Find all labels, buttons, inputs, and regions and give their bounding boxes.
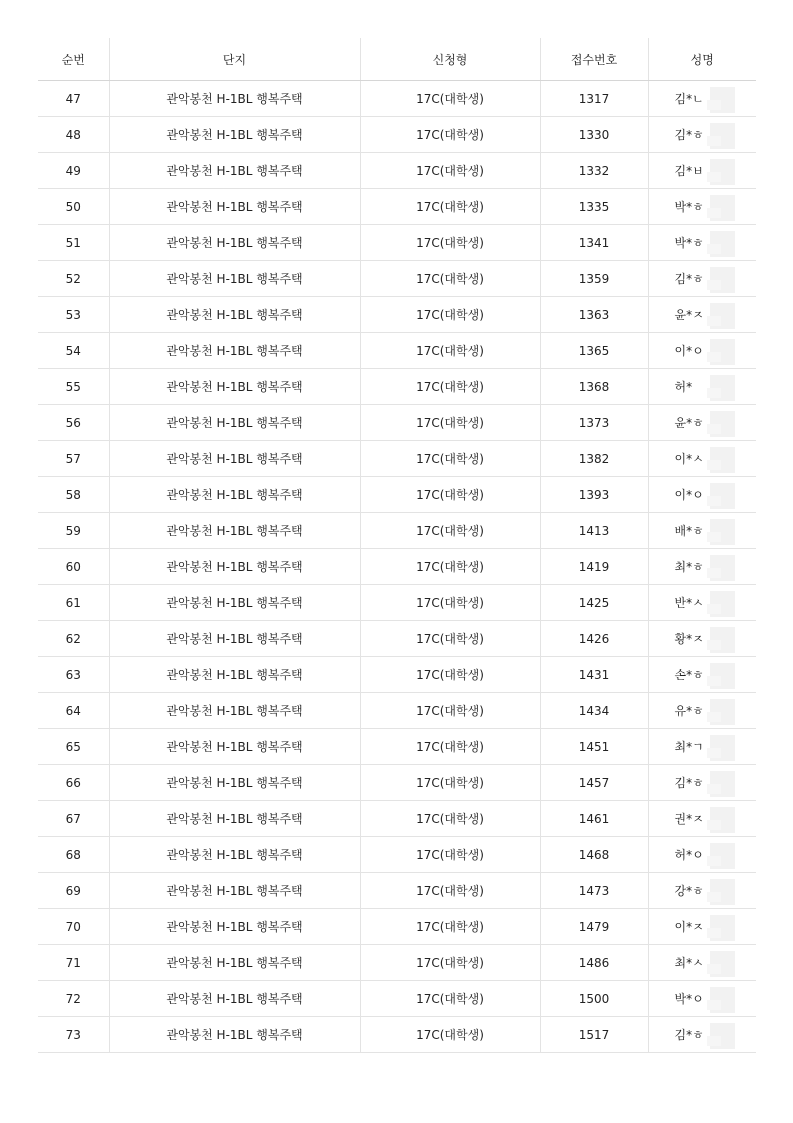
privacy-mosaic-shade: [707, 172, 721, 182]
cell-complex: 관악봉천 H-1BL 행복주택: [109, 873, 360, 909]
cell-no: 65: [38, 729, 109, 765]
table-row: [38, 297, 756, 333]
cell-type: 17C(대학생): [360, 549, 540, 585]
header-complex: 단지: [109, 38, 360, 81]
cell-type: 17C(대학생): [360, 225, 540, 261]
cell-no: 62: [38, 621, 109, 657]
name-text: 박*ㅇ: [674, 992, 704, 1006]
cell-name: [648, 693, 756, 729]
table-row: [38, 405, 756, 441]
cell-type: 17C(대학생): [360, 585, 540, 621]
name-text: 최*ㅅ: [674, 956, 704, 970]
privacy-mosaic-shade: [707, 460, 721, 470]
cell-no: 63: [38, 657, 109, 693]
cell-type: 17C(대학생): [360, 837, 540, 873]
cell-complex: 관악봉천 H-1BL 행복주택: [109, 369, 360, 405]
cell-name: [648, 153, 756, 189]
cell-name: [648, 297, 756, 333]
cell-receipt: 1473: [540, 873, 648, 909]
table-row: [38, 765, 756, 801]
name-text: 이*ㅇ: [674, 488, 704, 502]
table-row: [38, 477, 756, 513]
cell-no: 61: [38, 585, 109, 621]
name-text: 황*ㅈ: [674, 632, 704, 646]
cell-type: 17C(대학생): [360, 405, 540, 441]
cell-name: [648, 261, 756, 297]
cell-type: 17C(대학생): [360, 621, 540, 657]
cell-receipt: 1317: [540, 81, 648, 117]
name-text: 허*: [674, 380, 693, 394]
cell-type: 17C(대학생): [360, 657, 540, 693]
name-text: 유*ㅎ: [674, 704, 704, 718]
cell-name: [648, 765, 756, 801]
privacy-mosaic-shade: [707, 640, 721, 650]
cell-type: 17C(대학생): [360, 1017, 540, 1053]
privacy-mosaic-shade: [707, 676, 721, 686]
cell-name: [648, 225, 756, 261]
cell-name: [648, 945, 756, 981]
cell-no: 58: [38, 477, 109, 513]
privacy-mosaic-shade: [707, 964, 721, 974]
cell-complex: 관악봉천 H-1BL 행복주택: [109, 225, 360, 261]
table-row: [38, 729, 756, 765]
cell-complex: 관악봉천 H-1BL 행복주택: [109, 693, 360, 729]
cell-name: [648, 333, 756, 369]
privacy-mosaic-shade: [707, 856, 721, 866]
name-text: 김*ㅂ: [674, 164, 704, 178]
cell-no: 66: [38, 765, 109, 801]
name-text: 박*ㅎ: [674, 236, 704, 250]
name-text: 손*ㅎ: [674, 668, 704, 682]
privacy-mosaic-shade: [707, 424, 721, 434]
cell-no: 54: [38, 333, 109, 369]
name-text: 김*ㅎ: [674, 776, 704, 790]
cell-complex: 관악봉천 H-1BL 행복주택: [109, 261, 360, 297]
cell-name: [648, 981, 756, 1017]
name-text: 이*ㅇ: [674, 344, 704, 358]
table-row: [38, 333, 756, 369]
cell-no: 71: [38, 945, 109, 981]
cell-no: 48: [38, 117, 109, 153]
table-row: [38, 189, 756, 225]
cell-receipt: 1451: [540, 729, 648, 765]
cell-complex: 관악봉천 H-1BL 행복주택: [109, 405, 360, 441]
privacy-mosaic-shade: [707, 928, 721, 938]
cell-name: [648, 477, 756, 513]
cell-name: [648, 801, 756, 837]
cell-receipt: 1468: [540, 837, 648, 873]
table-row: [38, 117, 756, 153]
cell-type: 17C(대학생): [360, 297, 540, 333]
table-row: [38, 1017, 756, 1053]
privacy-mosaic-shade: [707, 712, 721, 722]
cell-receipt: 1359: [540, 261, 648, 297]
cell-type: 17C(대학생): [360, 873, 540, 909]
table-header-row: [38, 38, 756, 81]
cell-no: 64: [38, 693, 109, 729]
name-text: 이*ㅈ: [674, 920, 704, 934]
privacy-mosaic-shade: [707, 388, 721, 398]
cell-no: 50: [38, 189, 109, 225]
name-text: 최*ㄱ: [674, 740, 704, 754]
cell-name: [648, 189, 756, 225]
cell-complex: 관악봉천 H-1BL 행복주택: [109, 945, 360, 981]
privacy-mosaic-shade: [707, 352, 721, 362]
cell-no: 56: [38, 405, 109, 441]
cell-complex: 관악봉천 H-1BL 행복주택: [109, 981, 360, 1017]
table-row: [38, 369, 756, 405]
cell-no: 73: [38, 1017, 109, 1053]
cell-receipt: 1373: [540, 405, 648, 441]
cell-name: [648, 909, 756, 945]
privacy-mosaic-shade: [707, 568, 721, 578]
cell-type: 17C(대학생): [360, 189, 540, 225]
cell-type: 17C(대학생): [360, 333, 540, 369]
table-row: [38, 981, 756, 1017]
privacy-mosaic-shade: [707, 1036, 721, 1046]
table-row: [38, 585, 756, 621]
name-text: 최*ㅎ: [674, 560, 704, 574]
privacy-mosaic-shade: [707, 748, 721, 758]
cell-name: [648, 405, 756, 441]
table-row: [38, 441, 756, 477]
table-row: [38, 873, 756, 909]
cell-type: 17C(대학생): [360, 729, 540, 765]
cell-receipt: 1426: [540, 621, 648, 657]
cell-type: 17C(대학생): [360, 945, 540, 981]
cell-type: 17C(대학생): [360, 513, 540, 549]
name-text: 김*ㄴ: [674, 92, 704, 106]
cell-complex: 관악봉천 H-1BL 행복주택: [109, 1017, 360, 1053]
name-text: 윤*ㅈ: [674, 308, 704, 322]
table-row: [38, 153, 756, 189]
cell-complex: 관악봉천 H-1BL 행복주택: [109, 729, 360, 765]
cell-complex: 관악봉천 H-1BL 행복주택: [109, 621, 360, 657]
cell-receipt: 1330: [540, 117, 648, 153]
cell-no: 69: [38, 873, 109, 909]
cell-receipt: 1419: [540, 549, 648, 585]
cell-receipt: 1382: [540, 441, 648, 477]
cell-no: 47: [38, 81, 109, 117]
privacy-mosaic-shade: [707, 604, 721, 614]
table-row: [38, 693, 756, 729]
cell-receipt: 1363: [540, 297, 648, 333]
cell-no: 68: [38, 837, 109, 873]
privacy-mosaic-shade: [707, 820, 721, 830]
cell-complex: 관악봉천 H-1BL 행복주택: [109, 441, 360, 477]
cell-no: 59: [38, 513, 109, 549]
table-row: [38, 81, 756, 117]
cell-name: [648, 441, 756, 477]
cell-receipt: 1517: [540, 1017, 648, 1053]
cell-complex: 관악봉천 H-1BL 행복주택: [109, 189, 360, 225]
cell-receipt: 1461: [540, 801, 648, 837]
name-text: 김*ㅎ: [674, 128, 704, 142]
cell-no: 70: [38, 909, 109, 945]
table-row: [38, 909, 756, 945]
cell-receipt: 1393: [540, 477, 648, 513]
cell-receipt: 1332: [540, 153, 648, 189]
cell-type: 17C(대학생): [360, 981, 540, 1017]
header-receipt: 접수번호: [540, 38, 648, 81]
cell-type: 17C(대학생): [360, 801, 540, 837]
privacy-mosaic-shade: [707, 280, 721, 290]
cell-name: [648, 81, 756, 117]
name-text: 박*ㅎ: [674, 200, 704, 214]
cell-name: [648, 657, 756, 693]
cell-receipt: 1413: [540, 513, 648, 549]
table-row: [38, 657, 756, 693]
cell-name: [648, 873, 756, 909]
cell-complex: 관악봉천 H-1BL 행복주택: [109, 513, 360, 549]
privacy-mosaic-shade: [707, 100, 721, 110]
header-name: 성명: [648, 38, 756, 81]
cell-type: 17C(대학생): [360, 909, 540, 945]
applicant-table: [38, 38, 756, 1053]
table-row: [38, 837, 756, 873]
table-row: [38, 549, 756, 585]
header-no: 순번: [38, 38, 109, 81]
cell-complex: 관악봉천 H-1BL 행복주택: [109, 297, 360, 333]
cell-complex: 관악봉천 H-1BL 행복주택: [109, 837, 360, 873]
cell-complex: 관악봉천 H-1BL 행복주택: [109, 153, 360, 189]
cell-name: [648, 729, 756, 765]
cell-complex: 관악봉천 H-1BL 행복주택: [109, 765, 360, 801]
cell-no: 57: [38, 441, 109, 477]
name-text: 배*ㅎ: [674, 524, 704, 538]
cell-complex: 관악봉천 H-1BL 행복주택: [109, 333, 360, 369]
table-row: [38, 261, 756, 297]
cell-receipt: 1500: [540, 981, 648, 1017]
privacy-mosaic-shade: [707, 532, 721, 542]
privacy-mosaic-shade: [707, 316, 721, 326]
cell-receipt: 1434: [540, 693, 648, 729]
cell-no: 52: [38, 261, 109, 297]
cell-type: 17C(대학생): [360, 441, 540, 477]
cell-no: 49: [38, 153, 109, 189]
cell-name: [648, 369, 756, 405]
cell-name: [648, 549, 756, 585]
cell-complex: 관악봉천 H-1BL 행복주택: [109, 81, 360, 117]
table-row: [38, 801, 756, 837]
name-text: 이*ㅅ: [674, 452, 704, 466]
name-text: 허*ㅇ: [674, 848, 704, 862]
name-text: 김*ㅎ: [674, 272, 704, 286]
cell-complex: 관악봉천 H-1BL 행복주택: [109, 801, 360, 837]
name-text: 권*ㅈ: [674, 812, 704, 826]
cell-complex: 관악봉천 H-1BL 행복주택: [109, 657, 360, 693]
cell-type: 17C(대학생): [360, 117, 540, 153]
cell-type: 17C(대학생): [360, 765, 540, 801]
privacy-mosaic-shade: [707, 208, 721, 218]
table-row: [38, 225, 756, 261]
cell-complex: 관악봉천 H-1BL 행복주택: [109, 477, 360, 513]
cell-no: 55: [38, 369, 109, 405]
applicant-table-wrapper: [38, 38, 756, 1053]
cell-name: [648, 621, 756, 657]
name-text: 강*ㅎ: [674, 884, 704, 898]
cell-type: 17C(대학생): [360, 693, 540, 729]
cell-receipt: 1335: [540, 189, 648, 225]
cell-receipt: 1457: [540, 765, 648, 801]
cell-receipt: 1479: [540, 909, 648, 945]
privacy-mosaic-shade: [707, 1000, 721, 1010]
header-type: 신청형: [360, 38, 540, 81]
name-text: 김*ㅎ: [674, 1028, 704, 1042]
privacy-mosaic-shade: [707, 244, 721, 254]
cell-complex: 관악봉천 H-1BL 행복주택: [109, 909, 360, 945]
cell-name: [648, 1017, 756, 1053]
cell-no: 67: [38, 801, 109, 837]
cell-complex: 관악봉천 H-1BL 행복주택: [109, 585, 360, 621]
table-row: [38, 621, 756, 657]
name-text: 윤*ㅎ: [674, 416, 704, 430]
cell-name: [648, 117, 756, 153]
cell-name: [648, 837, 756, 873]
cell-receipt: 1341: [540, 225, 648, 261]
cell-no: 60: [38, 549, 109, 585]
cell-name: [648, 585, 756, 621]
cell-type: 17C(대학생): [360, 261, 540, 297]
cell-type: 17C(대학생): [360, 369, 540, 405]
privacy-mosaic-shade: [707, 784, 721, 794]
cell-type: 17C(대학생): [360, 477, 540, 513]
privacy-mosaic-shade: [707, 496, 721, 506]
name-text: 반*ㅅ: [674, 596, 704, 610]
cell-type: 17C(대학생): [360, 153, 540, 189]
cell-type: 17C(대학생): [360, 81, 540, 117]
cell-no: 72: [38, 981, 109, 1017]
cell-no: 53: [38, 297, 109, 333]
privacy-mosaic-shade: [707, 136, 721, 146]
privacy-mosaic-shade: [707, 892, 721, 902]
table-body: [38, 81, 756, 1053]
cell-complex: 관악봉천 H-1BL 행복주택: [109, 117, 360, 153]
cell-receipt: 1486: [540, 945, 648, 981]
table-row: [38, 945, 756, 981]
cell-receipt: 1365: [540, 333, 648, 369]
cell-receipt: 1431: [540, 657, 648, 693]
cell-no: 51: [38, 225, 109, 261]
cell-receipt: 1425: [540, 585, 648, 621]
cell-complex: 관악봉천 H-1BL 행복주택: [109, 549, 360, 585]
cell-receipt: 1368: [540, 369, 648, 405]
table-row: [38, 513, 756, 549]
cell-name: [648, 513, 756, 549]
